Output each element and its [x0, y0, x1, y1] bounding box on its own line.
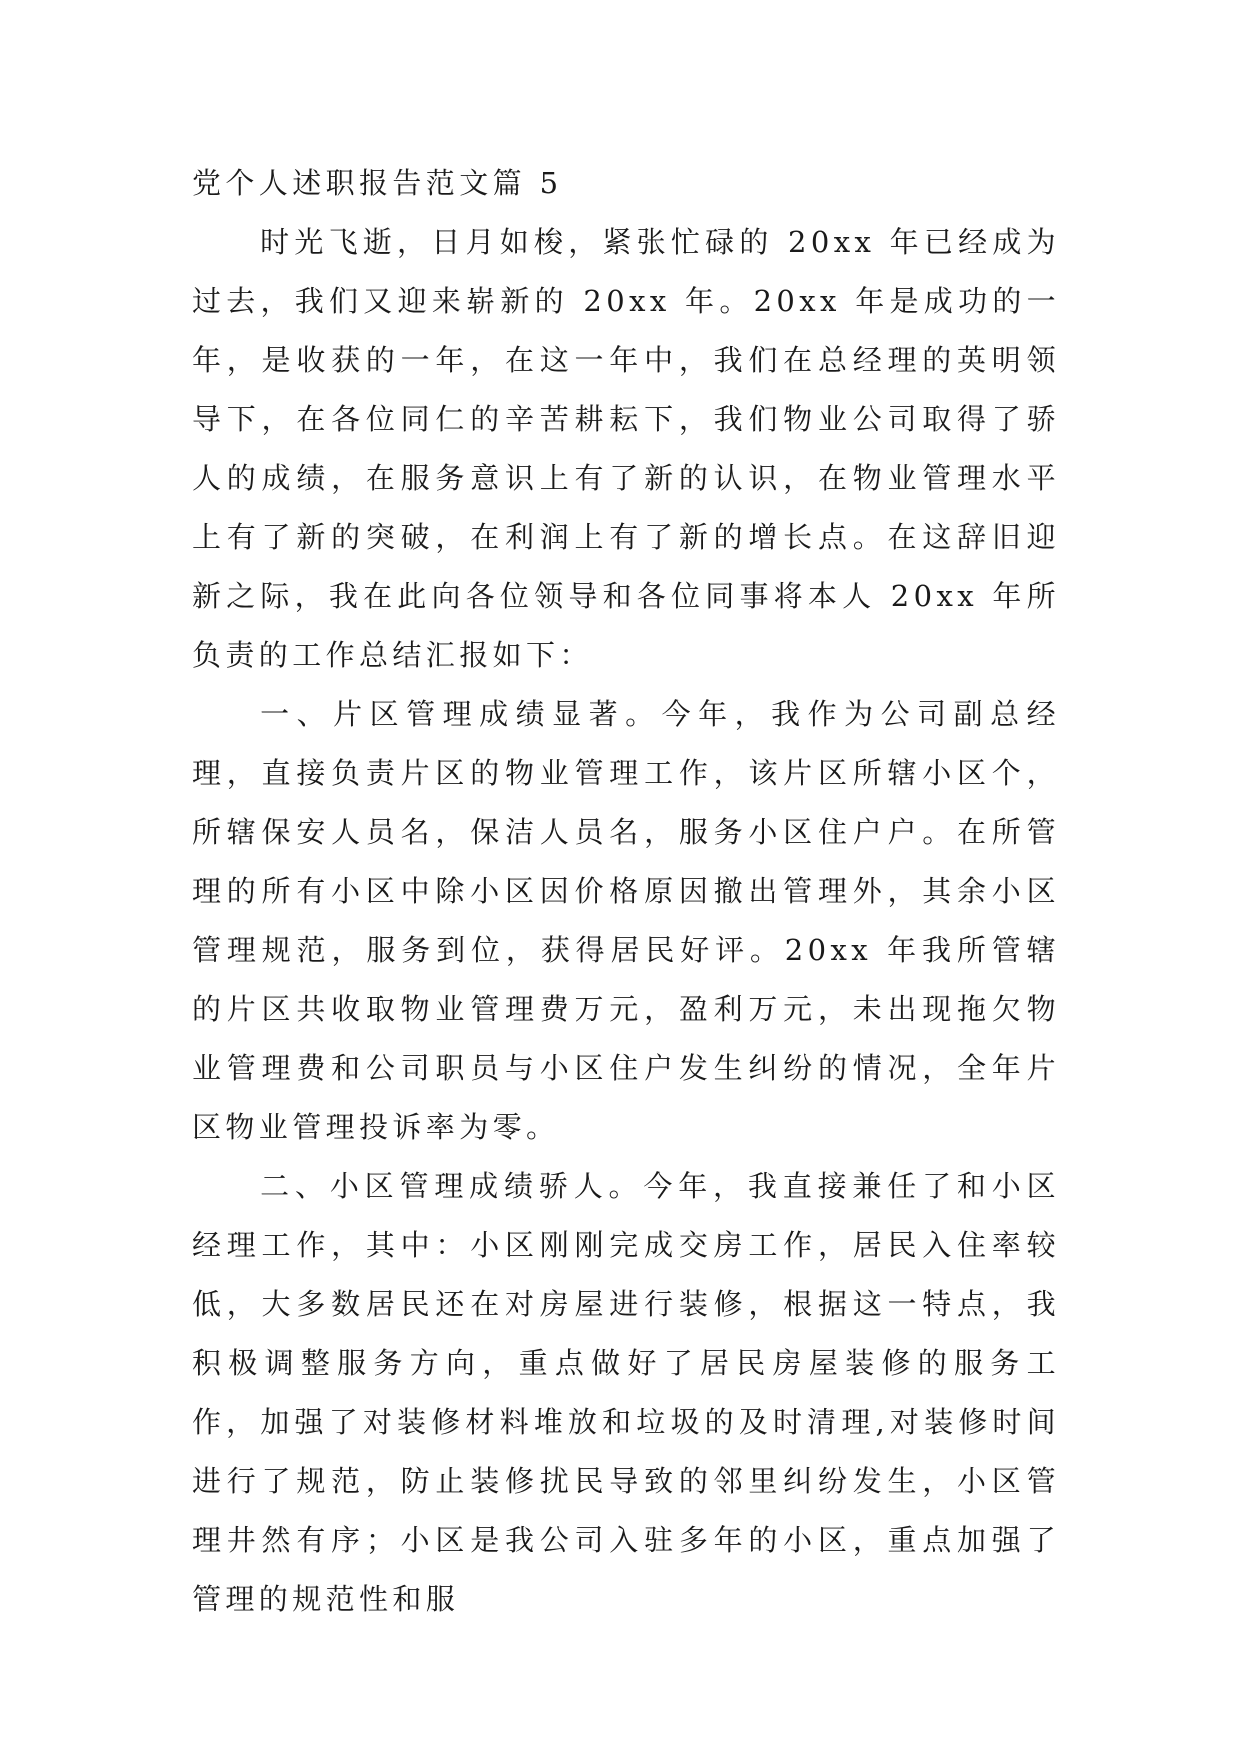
paragraph-community-management: 二、小区管理成绩骄人。今年，我直接兼任了和小区经理工作，其中：小区刚刚完成交房工作，居民入住率较低，大多数居民还在对房屋进行装修，根据这一特点，我积极调整服务方向，重点做好了居民房屋装修的服务工作，加强了对装修材料堆放和垃圾的及时清理,对装修时间进行了规范，防止装修扰民导致的邻里纠纷发生，小区管理井然有序；小区是我公司入驻多年的小区，重点加强了管理的规范性和服	[192, 1169, 1060, 1616]
paragraph-intro: 时光飞逝，日月如梭，紧张忙碌的 20xx 年已经成为过去，我们又迎来崭新的 20xx 年。20xx 年是成功的一年，是收获的一年，在这一年中，我们在总经理的英明领导下，在各位同仁的辛苦耕耘下，我们物业公司取得了骄人的成绩，在服务意识上有了新的认识，在物业管理水平上有了新的突破，在利润上有了新的增长点。在这辞旧迎新之际，我在此向各位领导和各位同事将本人 20xx 年所负责的工作总结汇报如下：	[192, 225, 1060, 672]
document-title: 党个人述职报告范文篇 5	[192, 166, 563, 200]
document-body	[192, 154, 1060, 1629]
paragraph-district-management: 一、片区管理成绩显著。今年，我作为公司副总经理，直接负责片区的物业管理工作，该片区所辖小区个，所辖保安人员名，保洁人员名，服务小区住户户。在所管理的所有小区中除小区因价格原因撤出管理外，其余小区管理规范，服务到位，获得居民好评。20xx 年我所管辖的片区共收取物业管理费万元，盈利万元，未出现拖欠物业管理费和公司职员与小区住户发生纠纷的情况，全年片区物业管理投诉率为零。	[192, 697, 1060, 1144]
